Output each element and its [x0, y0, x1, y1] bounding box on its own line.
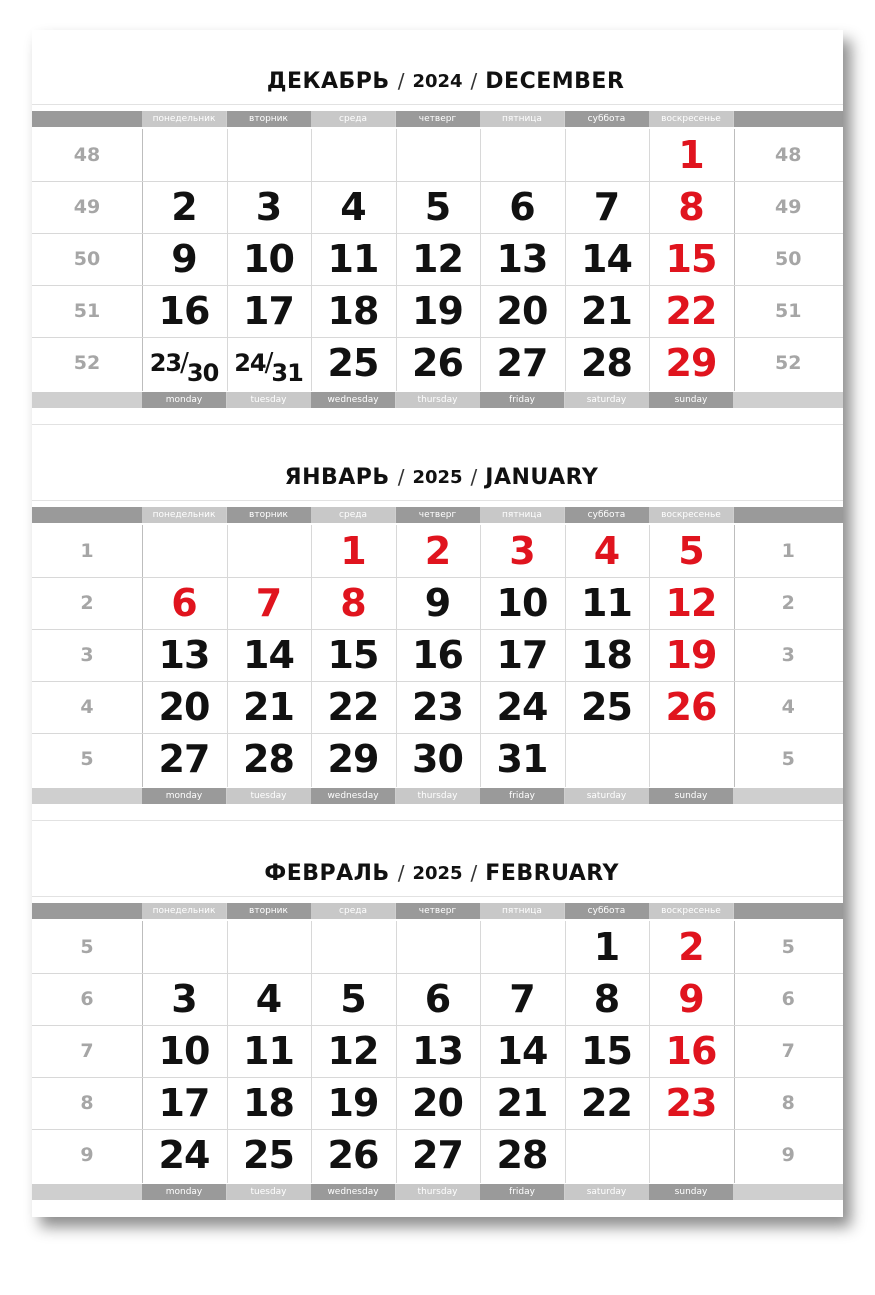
day-grid [32, 525, 843, 787]
week-number-left: 8 [80, 1092, 94, 1114]
day-cell: 10 [243, 237, 294, 281]
day-cell: 10 [158, 1029, 210, 1073]
weekday-footer-en: monday [142, 392, 226, 408]
day-cell: 12 [327, 1029, 379, 1073]
day-cell: 28 [496, 1133, 548, 1177]
day-cell: 13 [412, 1029, 463, 1073]
day-cell: 21 [243, 685, 294, 729]
month-title [32, 849, 843, 897]
day-cell: 2 [171, 185, 197, 229]
week-number-right: 6 [781, 988, 795, 1010]
weekday-header-ru: понедельник [142, 111, 226, 127]
weekday-footer-en: saturday [565, 392, 649, 408]
weekday-footer-en: thursday [396, 788, 480, 804]
day-cell: 19 [412, 289, 463, 333]
weekday-header-ru: четверг [396, 111, 480, 127]
day-cell: 29 [665, 341, 717, 385]
title-separator: / [470, 861, 478, 885]
divider [32, 424, 843, 425]
empty-cell [227, 129, 311, 181]
month-name-en: DECEMBER [485, 68, 625, 94]
day-cell: 25 [581, 685, 632, 729]
day-cell: 6 [509, 185, 535, 229]
day-cell: 8 [593, 977, 620, 1021]
day-cell: 14 [581, 237, 632, 281]
weekday-footer-en: sunday [649, 1184, 733, 1200]
day-cell: 22 [665, 289, 717, 333]
day-cell: 13 [158, 633, 210, 677]
weekday-footer-en: wednesday [311, 1184, 395, 1200]
month-name-en: FEBRUARY [485, 860, 619, 886]
weekday-header-ru: суббота [565, 507, 649, 523]
empty-cell [142, 129, 226, 181]
week-number-left: 50 [73, 248, 101, 270]
title-separator: / [470, 69, 478, 93]
week-number-left: 3 [80, 644, 94, 666]
day-cell: 6 [171, 581, 197, 625]
date-split-slash: / [180, 348, 188, 378]
year-label: 2025 [412, 466, 463, 488]
day-grid [32, 129, 843, 391]
day-cell: 26 [665, 685, 717, 729]
week-number-left: 7 [80, 1040, 94, 1062]
title-separator: / [397, 69, 405, 93]
day-cell: 1 [593, 925, 620, 969]
weekday-header-ru: пятница [480, 507, 564, 523]
weekday-header-ru: вторник [227, 903, 311, 919]
day-cell: 12 [412, 237, 463, 281]
day-cell: 27 [158, 737, 210, 781]
weekday-footer-en: tuesday [227, 392, 311, 408]
day-cell: 20 [412, 1081, 463, 1125]
day-cell: 11 [327, 237, 379, 281]
day-cell: 19 [665, 633, 717, 677]
month-block [32, 822, 843, 1198]
weekday-footer-en: monday [142, 788, 226, 804]
week-number-left: 9 [80, 1144, 94, 1166]
week-number-right: 4 [781, 696, 795, 718]
weekday-header-row [32, 903, 843, 919]
divider [32, 500, 843, 501]
day-cell: 9 [171, 237, 197, 281]
week-number-right: 5 [781, 748, 795, 770]
day-cell: 17 [158, 1081, 210, 1125]
day-cell [227, 337, 311, 389]
day-cell: 9 [678, 977, 704, 1021]
week-number-right: 1 [781, 540, 795, 562]
day-cell: 25 [327, 341, 379, 385]
day-cell: 4 [255, 977, 282, 1021]
empty-cell [649, 1129, 733, 1181]
weekday-footer-row [32, 788, 843, 804]
day-cell: 1 [678, 133, 704, 177]
day-cell: 24 [158, 1133, 210, 1177]
day-cell: 3 [255, 185, 282, 229]
week-number-right: 48 [775, 144, 802, 166]
week-number-left: 5 [80, 748, 94, 770]
empty-cell [480, 129, 564, 181]
day-cell: 15 [327, 633, 379, 677]
week-number-right: 9 [781, 1144, 795, 1166]
empty-cell [227, 525, 311, 577]
week-number-right: 2 [781, 592, 795, 614]
day-cell: 5 [678, 529, 704, 573]
divider [32, 896, 843, 897]
weekday-footer-en: thursday [396, 392, 480, 408]
day-cell: 29 [327, 737, 379, 781]
day-cell: 2 [424, 529, 451, 573]
weekday-footer-en: tuesday [227, 1184, 311, 1200]
day-cell: 20 [496, 289, 548, 333]
day-cell: 11 [243, 1029, 294, 1073]
day-cell: 15 [665, 237, 717, 281]
divider [32, 104, 843, 105]
day-cell: 17 [243, 289, 294, 333]
day-cell: 5 [424, 185, 451, 229]
day-cell: 22 [581, 1081, 632, 1125]
week-number-left: 6 [80, 988, 94, 1010]
weekday-header-ru: воскресенье [649, 111, 733, 127]
header-edge [734, 507, 844, 523]
day-cell: 16 [158, 289, 210, 333]
day-cell: 7 [509, 977, 535, 1021]
day-cell [142, 337, 226, 389]
header-edge [734, 903, 844, 919]
weekday-header-ru: четверг [396, 903, 480, 919]
week-number-left: 48 [73, 144, 101, 166]
day-cell: 18 [581, 633, 632, 677]
empty-cell [311, 921, 395, 973]
empty-cell [565, 733, 649, 785]
month-block [32, 426, 843, 802]
week-number-left: 4 [80, 696, 94, 718]
header-edge [734, 111, 844, 127]
day-cell: 31 [496, 737, 548, 781]
calendar-sheet [32, 30, 843, 1217]
day-cell: 11 [581, 581, 632, 625]
day-cell: 30 [412, 737, 463, 781]
weekday-header-ru: воскресенье [649, 903, 733, 919]
day-cell: 13 [496, 237, 548, 281]
day-cell: 7 [593, 185, 620, 229]
week-number-left: 51 [73, 300, 101, 322]
month-title [32, 57, 843, 105]
day-cell: 22 [327, 685, 379, 729]
day-cell: 8 [340, 581, 366, 625]
day-cell: 26 [412, 341, 463, 385]
month-name-ru: ЯНВАРЬ [284, 464, 390, 490]
week-number-right: 51 [775, 300, 802, 322]
day-cell: 25 [243, 1133, 294, 1177]
weekday-footer-en: sunday [649, 392, 733, 408]
weekday-header-ru: суббота [565, 111, 649, 127]
day-cell: 16 [665, 1029, 717, 1073]
title-separator: / [397, 465, 405, 489]
weekday-header-row [32, 507, 843, 523]
day-cell: 17 [496, 633, 548, 677]
empty-cell [142, 525, 226, 577]
day-cell: 24 [496, 685, 548, 729]
day-cell: 10 [496, 581, 548, 625]
year-label: 2025 [412, 862, 463, 884]
weekday-footer-en: tuesday [227, 788, 311, 804]
weekday-header-ru: вторник [227, 111, 311, 127]
weekday-footer-en: thursday [396, 1184, 480, 1200]
title-separator: / [470, 465, 478, 489]
weekday-footer-en: wednesday [311, 788, 395, 804]
title-separator: / [397, 861, 405, 885]
weekday-header-ru: понедельник [142, 507, 226, 523]
week-number-right: 3 [781, 644, 795, 666]
month-name-ru: ДЕКАБРЬ [266, 68, 390, 94]
empty-cell [227, 921, 311, 973]
weekday-header-ru: пятница [480, 111, 564, 127]
month-block [32, 30, 843, 406]
day-cell: 12 [665, 581, 717, 625]
day-cell: 20 [158, 685, 210, 729]
day-cell: 3 [509, 529, 535, 573]
day-cell: 9 [424, 581, 451, 625]
day-number: 24 [234, 349, 266, 377]
day-cell: 15 [581, 1029, 632, 1073]
day-cell: 14 [243, 633, 294, 677]
day-cell: 4 [593, 529, 620, 573]
header-edge [32, 507, 142, 523]
day-cell: 19 [327, 1081, 379, 1125]
weekday-footer-en: saturday [565, 1184, 649, 1200]
divider [32, 820, 843, 821]
weekday-footer-en: sunday [649, 788, 733, 804]
day-cell: 21 [496, 1081, 548, 1125]
weekday-header-row [32, 111, 843, 127]
header-edge [32, 903, 142, 919]
empty-cell [396, 129, 480, 181]
weekday-header-ru: среда [311, 507, 395, 523]
weekday-header-ru: пятница [480, 903, 564, 919]
week-number-left: 49 [73, 196, 101, 218]
weekday-footer-en: wednesday [311, 392, 395, 408]
weekday-footer-en: friday [480, 1184, 564, 1200]
week-number-right: 8 [781, 1092, 795, 1114]
day-cell: 28 [581, 341, 632, 385]
day-cell: 7 [255, 581, 282, 625]
weekday-header-ru: среда [311, 903, 395, 919]
weekday-footer-row [32, 392, 843, 408]
week-number-right: 49 [775, 196, 802, 218]
day-cell: 27 [496, 341, 548, 385]
week-number-right: 50 [775, 248, 802, 270]
day-cell: 3 [171, 977, 197, 1021]
day-cell: 27 [412, 1133, 463, 1177]
empty-cell [396, 921, 480, 973]
day-cell: 18 [243, 1081, 294, 1125]
empty-cell [565, 1129, 649, 1181]
week-number-right: 52 [775, 352, 802, 374]
day-cell: 14 [496, 1029, 548, 1073]
empty-cell [142, 921, 226, 973]
empty-cell [649, 733, 733, 785]
week-number-right: 5 [781, 936, 795, 958]
day-cell: 23 [412, 685, 463, 729]
weekday-footer-row [32, 1184, 843, 1200]
empty-cell [311, 129, 395, 181]
weekday-header-ru: среда [311, 111, 395, 127]
day-cell: 23 [665, 1081, 717, 1125]
weekday-header-ru: воскресенье [649, 507, 733, 523]
weekday-footer-en: saturday [565, 788, 649, 804]
day-cell: 8 [678, 185, 704, 229]
day-cell: 16 [412, 633, 463, 677]
day-cell: 4 [340, 185, 366, 229]
day-cell: 1 [340, 529, 366, 573]
year-label: 2024 [412, 70, 463, 92]
day-cell: 6 [424, 977, 451, 1021]
day-cell: 28 [243, 737, 294, 781]
day-number: 23 [149, 349, 182, 377]
month-name-en: JANUARY [485, 464, 599, 490]
week-number-left: 1 [80, 540, 94, 562]
weekday-footer-en: friday [480, 788, 564, 804]
month-name-ru: ФЕВРАЛЬ [264, 860, 390, 886]
weekday-header-ru: четверг [396, 507, 480, 523]
day-number-second: 30 [186, 359, 219, 387]
month-title [32, 453, 843, 501]
day-cell: 26 [327, 1133, 379, 1177]
week-number-right: 7 [781, 1040, 795, 1062]
day-cell: 5 [340, 977, 366, 1021]
weekday-header-ru: вторник [227, 507, 311, 523]
header-edge [32, 111, 142, 127]
day-grid [32, 921, 843, 1183]
day-number-second: 31 [271, 359, 303, 387]
empty-cell [565, 129, 649, 181]
day-cell: 18 [327, 289, 379, 333]
week-number-left: 5 [80, 936, 94, 958]
day-cell: 21 [581, 289, 632, 333]
empty-cell [480, 921, 564, 973]
week-number-left: 2 [80, 592, 94, 614]
day-cell: 2 [678, 925, 704, 969]
weekday-footer-en: friday [480, 392, 564, 408]
weekday-header-ru: понедельник [142, 903, 226, 919]
date-split-slash: / [264, 348, 273, 378]
week-number-left: 52 [73, 352, 101, 374]
weekday-header-ru: суббота [565, 903, 649, 919]
weekday-footer-en: monday [142, 1184, 226, 1200]
